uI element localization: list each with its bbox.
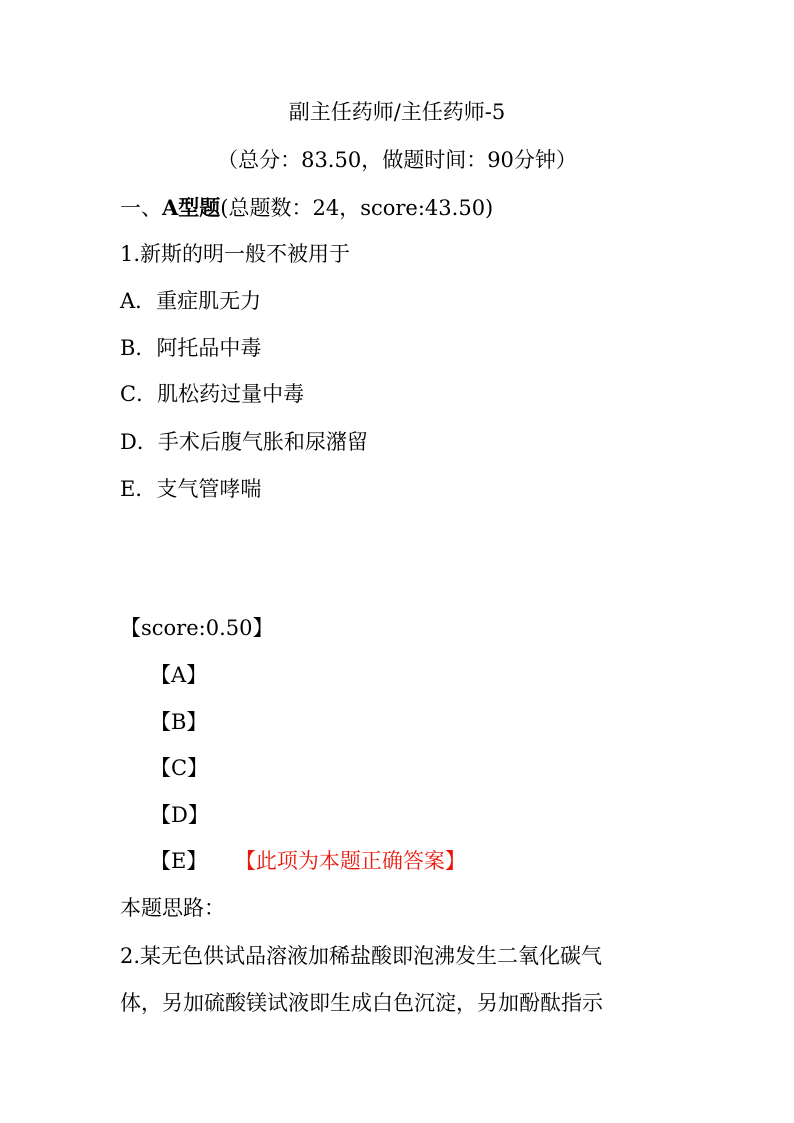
correct-answer-mark: 【此项为本题正确答案】 bbox=[245, 849, 466, 873]
answer-e-row bbox=[150, 847, 466, 875]
option-b: B．阿托品中毒 bbox=[120, 336, 262, 360]
question-2-stem-line-2: 体，另加硫酸镁试液即生成白色沉淀，另加酚酞指示 bbox=[120, 991, 603, 1015]
section-meta: (总题数：24，score:43.50) bbox=[220, 196, 494, 220]
answer-b: 【B】 bbox=[150, 710, 208, 734]
page-subtitle: （总分：83.50，做题时间：90分钟） bbox=[217, 148, 577, 172]
answer-d: 【D】 bbox=[150, 803, 209, 827]
answer-e: 【E】 bbox=[150, 849, 208, 873]
analysis-label: 本题思路： bbox=[120, 896, 225, 920]
page-title: 副主任药师/主任药师-5 bbox=[288, 100, 506, 124]
section-name: A型题 bbox=[162, 195, 221, 220]
question-1-stem: 1.新斯的明一般不被用于 bbox=[120, 242, 351, 266]
section-prefix: 一、 bbox=[120, 196, 162, 220]
option-e: E．支气管哮喘 bbox=[120, 477, 262, 501]
question-score: 【score:0.50】 bbox=[120, 616, 274, 640]
option-a: A．重症肌无力 bbox=[120, 289, 262, 313]
section-heading bbox=[120, 194, 493, 222]
option-d: D．手术后腹气胀和尿潴留 bbox=[120, 430, 368, 454]
question-2-stem-line-1: 2.某无色供试品溶液加稀盐酸即泡沸发生二氧化碳气 bbox=[120, 944, 603, 968]
option-c: C．肌松药过量中毒 bbox=[120, 382, 305, 406]
answer-a: 【A】 bbox=[150, 663, 208, 687]
answer-c: 【C】 bbox=[150, 756, 209, 780]
